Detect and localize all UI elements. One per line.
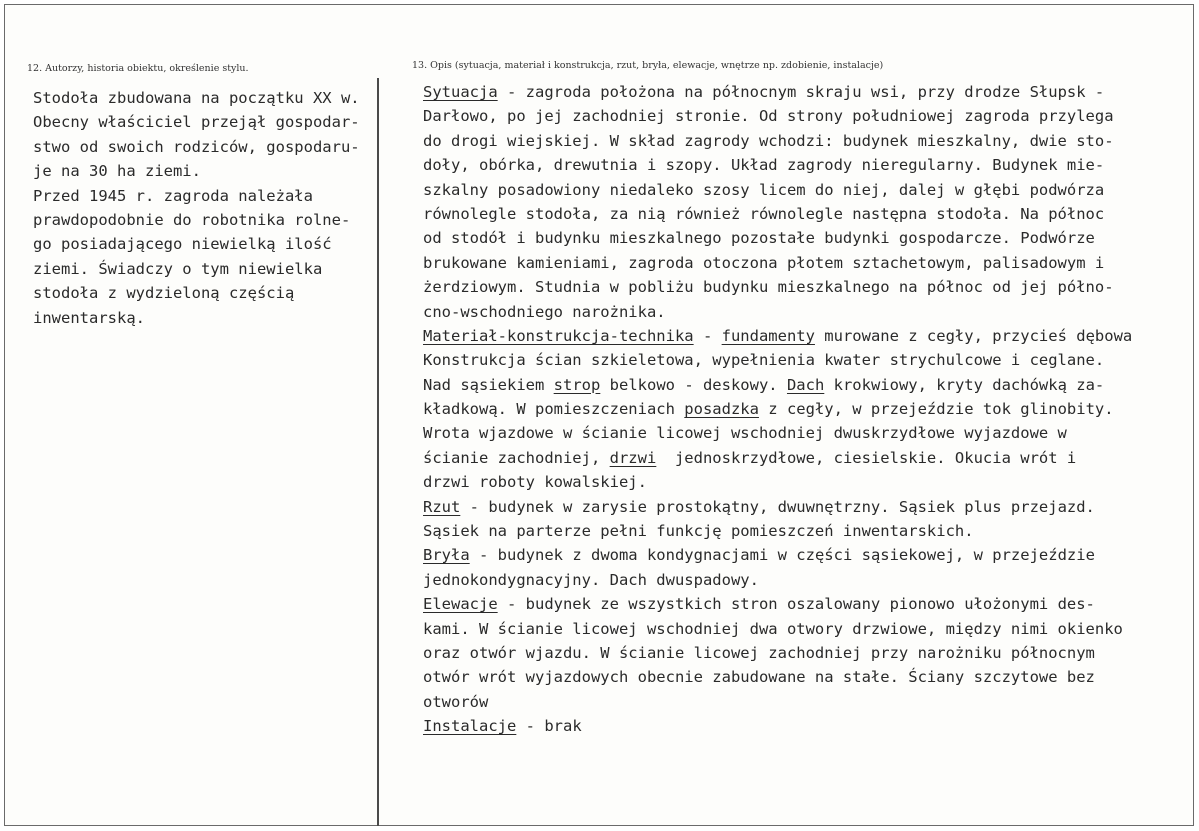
section-13-line bbox=[423, 275, 1163, 299]
text-segment: równolegle stodoła, za nią również równolegle następna stodoła. Na północ bbox=[423, 204, 1105, 223]
section-13-line bbox=[423, 226, 1163, 250]
underlined-heading: posadzka bbox=[684, 400, 759, 419]
text-segment: otworów bbox=[423, 692, 489, 711]
section-12-line: ziemi. Świadczy o tym niewielka bbox=[33, 259, 323, 278]
section-13-line bbox=[423, 543, 1163, 567]
text-segment: - budynek w zarysie prostokątny, dwuwnętrzny. Sąsiek plus przejazd. bbox=[460, 497, 1095, 516]
section-12-line: inwentarską. bbox=[33, 308, 145, 327]
text-segment: kami. W ścianie licowej wschodniej dwa otwory drzwiowe, między nimi okienko bbox=[423, 619, 1123, 638]
underlined-heading: Rzut bbox=[423, 497, 461, 516]
section-13-line bbox=[423, 421, 1163, 445]
section-13-header: 13. Opis (sytuacja, materiał i konstrukcja, rzut, bryła, elewacje, wnętrze np. zdobienie, instalacje) bbox=[412, 60, 884, 71]
section-13-line bbox=[423, 617, 1163, 641]
section-12-line: Przed 1945 r. zagroda należała bbox=[33, 186, 313, 205]
section-13-line bbox=[423, 251, 1163, 275]
underlined-heading: Instalacje bbox=[423, 717, 517, 736]
text-segment: - budynek ze wszystkich stron oszalowany pionowo ułożonymi des- bbox=[497, 595, 1095, 614]
column-divider bbox=[377, 78, 379, 826]
text-segment: kładkową. W pomieszczeniach bbox=[423, 400, 685, 419]
section-13-line bbox=[423, 714, 1163, 738]
text-segment: Nad sąsiekiem bbox=[423, 375, 554, 394]
text-segment: krokwiowy, kryty dachówką za- bbox=[824, 375, 1105, 394]
text-segment: drzwi roboty kowalskiej. bbox=[423, 473, 647, 492]
text-segment: cno-wschodniego narożnika. bbox=[423, 302, 666, 321]
text-segment: belkowo - deskowy. bbox=[600, 375, 787, 394]
section-13-text bbox=[423, 80, 1163, 739]
section-12-line: prawdopodobnie do robotnika rolne- bbox=[33, 210, 351, 229]
section-13-line bbox=[423, 300, 1163, 324]
section-13-line bbox=[423, 324, 1163, 348]
section-12-line: je na 30 ha ziemi. bbox=[33, 162, 201, 181]
underlined-heading: strop bbox=[553, 375, 601, 394]
section-12-line: stwo od swoich rodziców, gospodaru- bbox=[33, 137, 360, 156]
section-13-line bbox=[423, 202, 1163, 226]
section-13-line bbox=[423, 397, 1163, 421]
section-13-line bbox=[423, 446, 1163, 470]
section-13-line bbox=[423, 592, 1163, 616]
text-segment: - budynek z dwoma kondygnacjami w części sąsiekowej, w przejeździe bbox=[469, 546, 1095, 565]
section-13-line bbox=[423, 495, 1163, 519]
section-13-line bbox=[423, 665, 1163, 689]
section-13-line bbox=[423, 568, 1163, 592]
text-segment: brukowane kamieniami, zagroda otoczona płotem sztachetowym, palisadowym i bbox=[423, 253, 1105, 272]
section-12-line: stodoła z wydzieloną częścią bbox=[33, 284, 295, 303]
text-segment: - zagroda położona na północnym skraju wsi, przy drodze Słupsk - bbox=[497, 83, 1105, 101]
section-12-line: Obecny właściciel przejął gospodar- bbox=[33, 113, 360, 132]
text-segment: jednokondygnacyjny. Dach dwuspadowy. bbox=[423, 570, 759, 589]
underlined-heading: drzwi bbox=[609, 448, 657, 467]
underlined-heading: fundamenty bbox=[721, 326, 815, 345]
section-13-line bbox=[423, 80, 1163, 104]
section-12-header: 12. Autorzy, historia obiektu, określenie stylu. bbox=[27, 63, 249, 74]
underlined-heading: Materiał-konstrukcja-technika bbox=[423, 326, 694, 345]
text-segment: doły, obórka, drewutnia i szopy. Układ zagrody nieregularny. Budynek mie- bbox=[423, 156, 1105, 175]
section-12-line: Stodoła zbudowana na początku XX w. bbox=[33, 89, 360, 107]
section-13-line bbox=[423, 178, 1163, 202]
text-segment: - brak bbox=[516, 717, 582, 736]
text-segment: Sąsiek na parterze pełni funkcję pomieszczeń inwentarskich. bbox=[423, 522, 974, 541]
text-segment: szkalny posadowiony niedaleko szosy licem do niej, dalej w głębi podwórza bbox=[423, 180, 1105, 199]
text-segment: żerdziowym. Studnia w pobliżu budynku mieszkalnego na północ od jej półno- bbox=[423, 278, 1114, 297]
text-segment: murowane z cegły, przycieś dębowa bbox=[814, 326, 1133, 345]
section-13-line bbox=[423, 690, 1163, 714]
text-segment: z cegły, w przejeździe tok glinobity. bbox=[758, 400, 1114, 419]
text-segment: do drogi wiejskiej. W skład zagrody wchodzi: budynek mieszkalny, dwie sto- bbox=[423, 131, 1114, 150]
text-segment: Darłowo, po jej zachodniej stronie. Od strony południowej zagroda przylega bbox=[423, 107, 1114, 126]
underlined-heading: Sytuacja bbox=[423, 83, 498, 101]
underlined-heading: Elewacje bbox=[423, 595, 498, 614]
text-segment: ścianie zachodniej, bbox=[423, 448, 610, 467]
underlined-heading: Bryła bbox=[423, 546, 470, 565]
section-12-line: go posiadającego niewielką ilość bbox=[33, 235, 332, 254]
section-13-line bbox=[423, 373, 1163, 397]
text-segment: jednoskrzydłowe, ciesielskie. Okucia wrót i bbox=[656, 448, 1077, 467]
section-13-line bbox=[423, 641, 1163, 665]
section-13-line bbox=[423, 153, 1163, 177]
section-13-line bbox=[423, 519, 1163, 543]
text-segment: Konstrukcja ścian szkieletowa, wypełnienia kwater strychulcowe i ceglane. bbox=[423, 351, 1105, 370]
text-segment: od stodół i budynku mieszkalnego pozostałe budynki gospodarcze. Podwórze bbox=[423, 229, 1095, 248]
section-13-line bbox=[423, 470, 1163, 494]
text-segment: Wrota wjazdowe w ścianie licowej wschodniej dwuskrzydłowe wyjazdowe w bbox=[423, 424, 1067, 443]
section-13-line bbox=[423, 104, 1163, 128]
underlined-heading: Dach bbox=[786, 375, 825, 394]
text-segment: oraz otwór wjazdu. W ścianie licowej zachodniej przy narożniku północnym bbox=[423, 643, 1095, 662]
text-segment: - bbox=[693, 326, 722, 345]
text-segment: otwór wrót wyjazdowych obecnie zabudowane na stałe. Ściany szczytowe bez bbox=[423, 668, 1095, 687]
section-12-text bbox=[33, 86, 373, 330]
section-13-line bbox=[423, 129, 1163, 153]
section-13-line bbox=[423, 348, 1163, 372]
